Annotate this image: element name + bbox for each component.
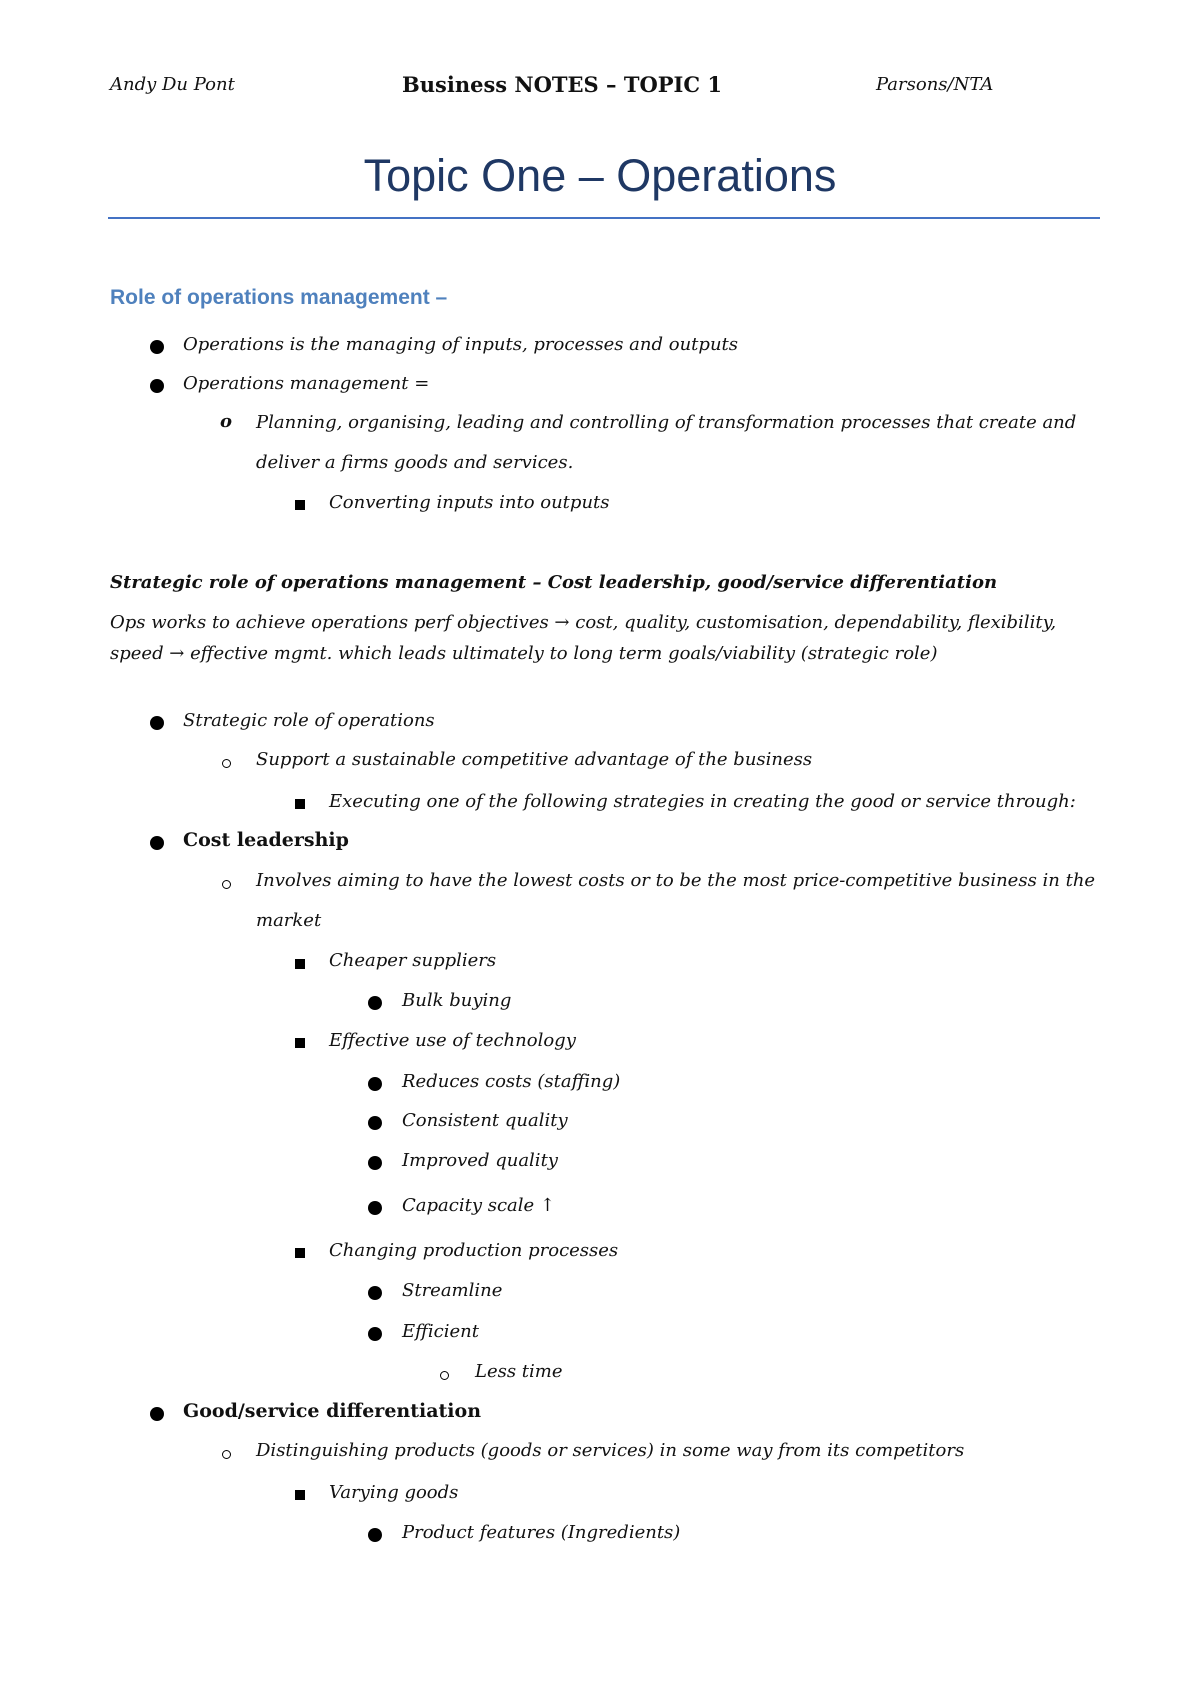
list-item-continuation: market: [256, 910, 322, 931]
circle-bullet-icon: o: [220, 411, 233, 432]
disc-bullet-icon: [368, 1116, 382, 1130]
disc-bullet-icon: [368, 1201, 382, 1215]
list-heading-differentiation: Good/service differentiation: [183, 1400, 482, 1422]
intro-paragraph-line: Ops works to achieve operations perf objectives → cost, quality, customisation, dependability, flexibility,: [110, 612, 1057, 633]
square-bullet-icon: [295, 799, 305, 809]
header-teacher: Parsons/NTA: [876, 74, 994, 95]
disc-bullet-icon: [368, 1528, 382, 1542]
square-bullet-icon: [295, 1038, 305, 1048]
circle-bullet-icon: [440, 1371, 449, 1380]
list-item: Strategic role of operations: [183, 710, 435, 731]
square-bullet-icon: [295, 1248, 305, 1258]
disc-bullet-icon: [368, 1327, 382, 1341]
list-item: Reduces costs (staffing): [402, 1071, 621, 1092]
list-item: Efficient: [402, 1321, 479, 1342]
title-underline: [108, 217, 1100, 219]
circle-bullet-icon: [222, 1450, 231, 1459]
section-heading-role: Role of operations management –: [110, 286, 448, 309]
section-heading-strategic: Strategic role of operations management – Cost leadership, good/service differentiation: [110, 572, 998, 593]
header-author: Andy Du Pont: [110, 74, 235, 95]
list-item: Operations management =: [183, 373, 430, 394]
list-item: Consistent quality: [402, 1110, 568, 1131]
disc-bullet-icon: [368, 996, 382, 1010]
list-item: Changing production processes: [329, 1240, 619, 1261]
square-bullet-icon: [295, 959, 305, 969]
circle-bullet-icon: [222, 759, 231, 768]
header-document-title: Business NOTES – TOPIC 1: [402, 72, 722, 97]
list-item: Streamline: [402, 1280, 503, 1301]
intro-paragraph-line: speed → effective mgmt. which leads ultimately to long term goals/viability (strategic role): [110, 643, 938, 664]
disc-bullet-icon: [150, 836, 164, 850]
list-item: Less time: [475, 1361, 563, 1382]
list-item: Effective use of technology: [329, 1030, 576, 1051]
disc-bullet-icon: [368, 1286, 382, 1300]
list-item: Capacity scale ↑: [402, 1195, 555, 1216]
list-item: Planning, organising, leading and controlling of transformation processes that create and: [256, 412, 1077, 433]
list-item: Operations is the managing of inputs, processes and outputs: [183, 334, 739, 355]
list-heading-cost-leadership: Cost leadership: [183, 829, 349, 851]
disc-bullet-icon: [150, 716, 164, 730]
list-item: Bulk buying: [402, 990, 512, 1011]
list-item: Cheaper suppliers: [329, 950, 497, 971]
list-item: Distinguishing products (goods or services) in some way from its competitors: [256, 1440, 965, 1461]
disc-bullet-icon: [150, 379, 164, 393]
square-bullet-icon: [295, 500, 305, 510]
circle-bullet-icon: [222, 880, 231, 889]
disc-bullet-icon: [150, 340, 164, 354]
list-item: Converting inputs into outputs: [329, 492, 610, 513]
list-item-continuation: deliver a firms goods and services.: [256, 452, 574, 473]
page-title: Topic One – Operations: [363, 150, 837, 201]
list-item: Varying goods: [329, 1482, 459, 1503]
list-item: Involves aiming to have the lowest costs or to be the most price-competitive business in the: [256, 870, 1096, 891]
list-item: Product features (Ingredients): [402, 1522, 681, 1543]
disc-bullet-icon: [368, 1077, 382, 1091]
disc-bullet-icon: [150, 1407, 164, 1421]
disc-bullet-icon: [368, 1156, 382, 1170]
list-item: Executing one of the following strategies in creating the good or service through:: [329, 791, 1076, 812]
list-item: Improved quality: [402, 1150, 558, 1171]
list-item: Support a sustainable competitive advantage of the business: [256, 749, 813, 770]
square-bullet-icon: [295, 1490, 305, 1500]
